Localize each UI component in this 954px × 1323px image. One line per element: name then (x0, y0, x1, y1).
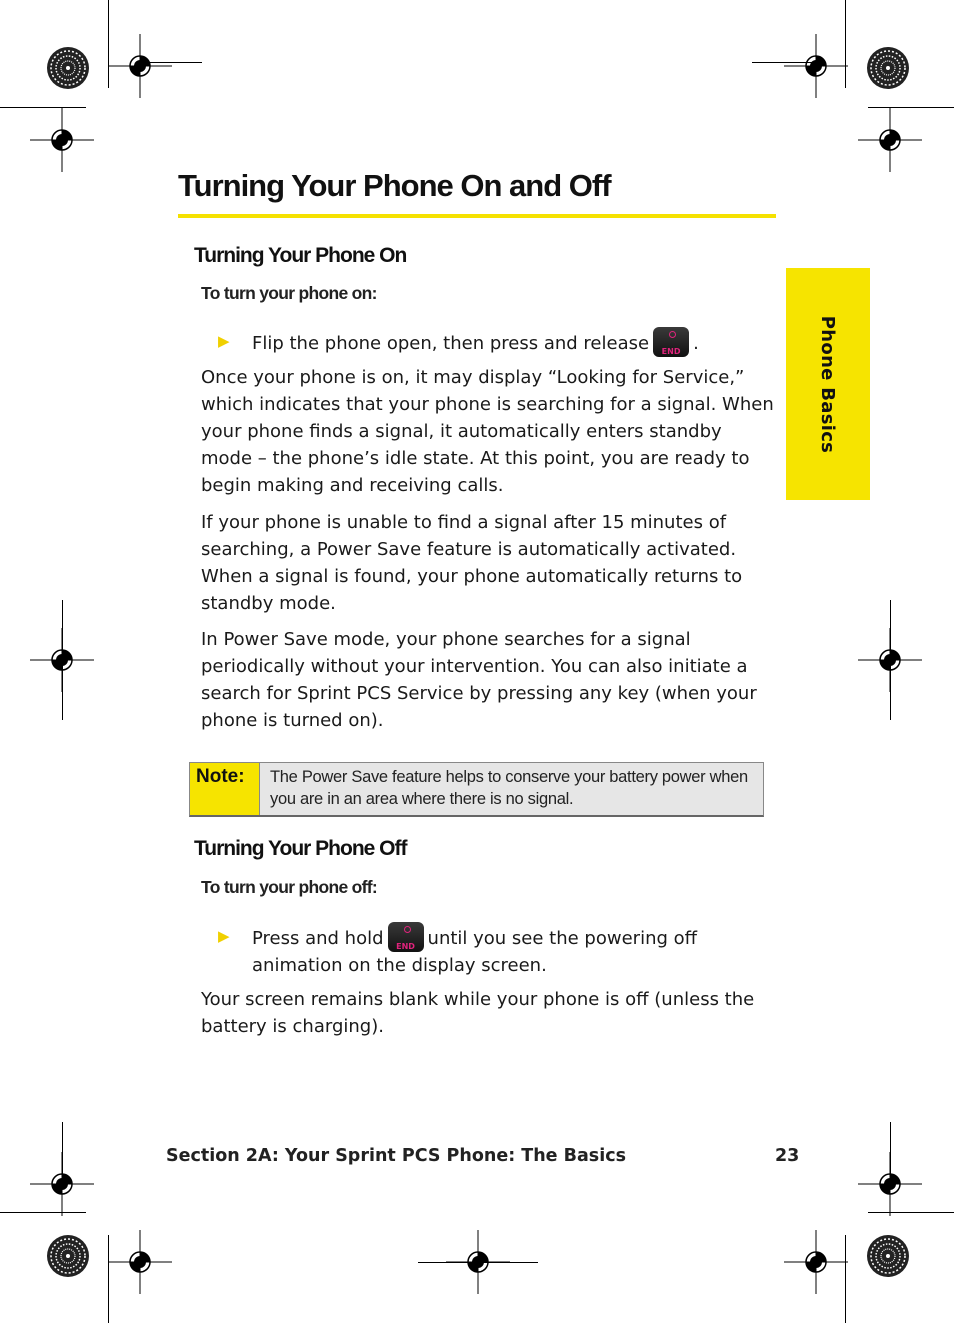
paragraph: If your phone is unable to find a signal after 15 minutes of searching, a Power Save feature is automatically activated. When a signal is found, your phone automatically returns to standby mode. (201, 512, 743, 614)
note-label: Note: (196, 766, 245, 787)
registration-mark-icon (858, 108, 922, 172)
procedure-label-on: To turn your phone on: (201, 283, 377, 303)
section-heading-on: Turning Your Phone On (194, 244, 407, 267)
note-text: The Power Save feature helps to conserve your battery power when you are in an area where there is no signal. (270, 768, 748, 808)
end-key-icon: END (388, 922, 424, 952)
paragraph: Once your phone is on, it may display “Looking for Service,” which indicates that your phone is searching for a signal. When your phone finds a signal, it automatically enters standby mode – the phone’s idle state. At this point, you are ready to begin making and receiving calls. (201, 367, 774, 496)
crop-line (62, 600, 63, 720)
crop-line (890, 600, 891, 720)
rosette-icon (866, 1234, 910, 1278)
footer-page-number: 23 (775, 1146, 800, 1166)
step-text: Flip the phone open, then press and release END . (252, 327, 772, 357)
rosette-icon (46, 46, 90, 90)
crop-line (0, 1212, 86, 1213)
note-label-cell (190, 763, 260, 815)
registration-mark-icon (784, 1230, 848, 1294)
procedure-label-off: To turn your phone off: (201, 877, 378, 897)
registration-mark-icon (30, 108, 94, 172)
footer-section: Section 2A: Your Sprint PCS Phone: The Basics (166, 1146, 626, 1166)
crop-line (108, 0, 109, 88)
step-arrow-icon: ▶ (218, 927, 230, 945)
rosette-icon (866, 46, 910, 90)
crop-line (752, 62, 814, 63)
step-turn-on (218, 327, 778, 357)
crop-line (845, 0, 846, 88)
paragraph: Your screen remains blank while your phone is off (unless the battery is charging). (201, 989, 755, 1037)
crop-line (62, 1122, 63, 1182)
crop-line (140, 62, 202, 63)
step-arrow-icon: ▶ (218, 332, 230, 350)
step-turn-off (218, 922, 778, 978)
crop-line (868, 107, 954, 108)
section-heading-off: Turning Your Phone Off (194, 837, 407, 860)
registration-mark-icon (108, 1230, 172, 1294)
rosette-icon (46, 1234, 90, 1278)
crop-line (418, 1262, 538, 1263)
crop-line (108, 1235, 109, 1323)
side-tab-label: Phone Basics (817, 315, 839, 453)
crop-line (890, 1122, 891, 1182)
step-text: Press and hold END until you see the powering off animation on the display screen. (252, 922, 772, 979)
page-title: Turning Your Phone On and Off (178, 168, 611, 203)
registration-mark-icon (784, 34, 848, 98)
paragraph: In Power Save mode, your phone searches for a signal periodically without your intervention. You can also initiate a search for Sprint PCS Service by pressing any key (when your phone is turned on). (201, 629, 757, 731)
side-tab-label-wrap (786, 268, 870, 500)
end-key-icon: END (653, 327, 689, 357)
crop-line (868, 1212, 954, 1213)
crop-line (845, 1235, 846, 1323)
crop-line (0, 107, 86, 108)
title-rule (178, 214, 776, 218)
registration-mark-icon (108, 34, 172, 98)
note-box (189, 762, 764, 817)
